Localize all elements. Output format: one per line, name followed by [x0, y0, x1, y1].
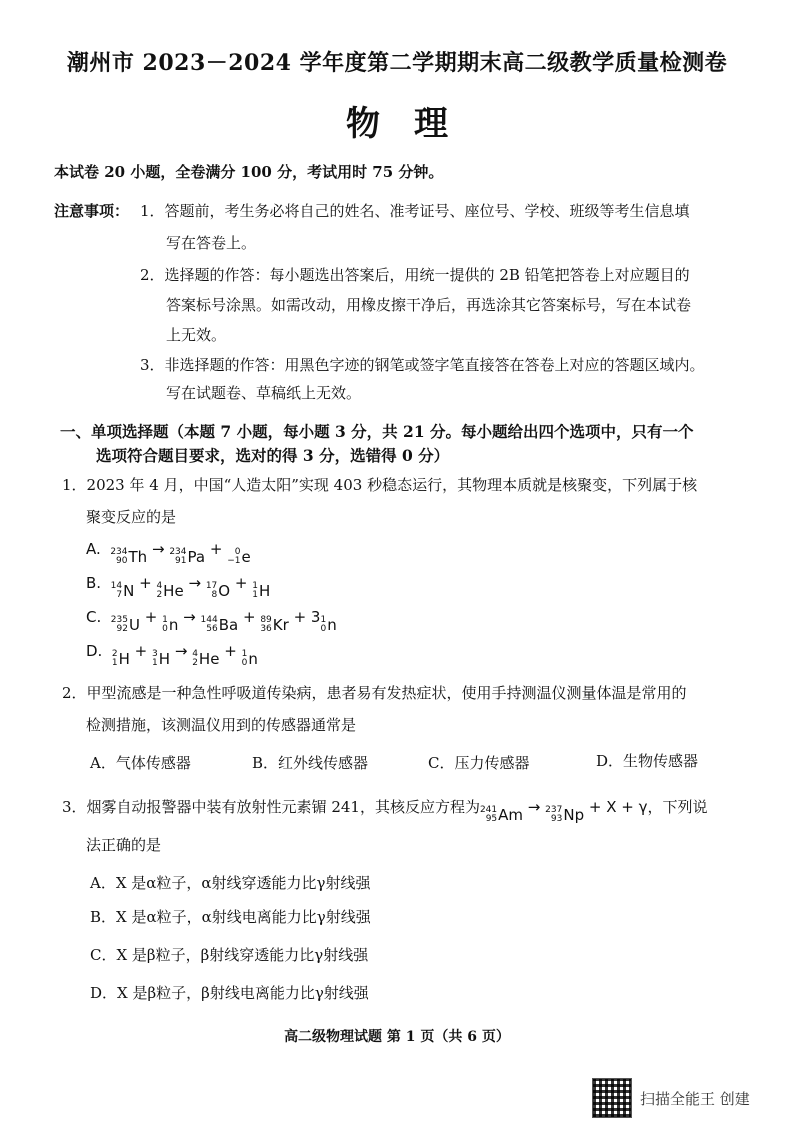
- question-2-option-c: C．压力传感器: [428, 754, 530, 772]
- nuclide: 17 8 O: [205, 581, 231, 600]
- plus: +: [144, 608, 158, 626]
- qr-code-icon: [592, 1078, 632, 1118]
- nuclide: 0 −1 e: [227, 547, 251, 566]
- question-2-option-b: B．红外线传感器: [252, 754, 369, 772]
- option-label: B.: [86, 574, 102, 592]
- scanner-watermark: [592, 1078, 750, 1118]
- arrow: →: [151, 540, 165, 558]
- notice-item-2-line-3: 上无效。: [166, 326, 227, 344]
- nuclide: 3 1 H: [152, 649, 171, 668]
- question-3-text-tail: ，下列说: [647, 798, 708, 816]
- nuclide: 234 90 Th: [110, 547, 148, 566]
- nuclide: 1 0 n: [241, 649, 258, 668]
- question-1-option-b: [86, 574, 270, 600]
- plus: +: [224, 642, 237, 660]
- nuclide: 2 1 H: [111, 649, 130, 668]
- plus: +: [134, 642, 148, 660]
- nuclide: 4 2 He: [156, 581, 184, 600]
- section-1-heading-line-1: 一、单项选择题（本题 7 小题，每小题 3 分，共 21 分。每小题给出四个选项中，只有一个: [60, 422, 694, 441]
- nuclide: 1 0 n: [162, 615, 179, 634]
- question-3-option-a: A．X 是α粒子，α射线穿透能力比γ射线强: [90, 874, 371, 892]
- question-3-line-2: 法正确的是: [86, 836, 162, 854]
- page-footer: 高二级物理试题 第 1 页（共 6 页）: [284, 1029, 510, 1045]
- watermark-text: 扫描全能王 创建: [640, 1089, 750, 1108]
- exam-title: 潮州市 2023－2024 学年度第二学期期末高二级教学质量检测卷: [66, 50, 728, 76]
- question-3-option-c: C．X 是β粒子，β射线穿透能力比γ射线强: [90, 946, 369, 964]
- notice-item-1-line-1: 1．答题前，考生务必将自己的姓名、准考证号、座位号、学校、班级等考生信息填: [140, 202, 690, 220]
- nuclide: 241 95 Am: [479, 805, 524, 824]
- notice-item-3-line-1: 3．非选择题的作答：用黑色字迹的钢笔或签字笔直接答在答卷上对应的答题区域内。: [140, 356, 705, 374]
- question-1-option-d: [86, 642, 258, 668]
- nuclide: 1 0 n: [320, 615, 337, 634]
- notice-item-3-line-2: 写在试题卷、草稿纸上无效。: [166, 384, 362, 402]
- notice-item-1-line-2: 写在答卷上。: [166, 234, 257, 252]
- question-3-line-1: [62, 796, 707, 824]
- plus: +: [139, 574, 152, 592]
- question-3-option-d: D．X 是β粒子，β射线电离能力比γ射线强: [90, 984, 369, 1002]
- question-2-option-d: D．生物传感器: [596, 752, 699, 770]
- question-1-option-c: [86, 608, 337, 634]
- nuclide: 1 1 H: [252, 581, 271, 600]
- question-1-option-a: [86, 540, 251, 566]
- nuclide: 14 7 N: [110, 581, 135, 600]
- notice-item-2-line-2: 答案标号涂黑。如需改动，用橡皮擦干净后，再选涂其它答案标号，写在本试卷: [166, 296, 692, 314]
- question-1-line-1: 1．2023 年 4 月，中国“人造太阳”实现 403 秒稳态运行，其物理本质就是核聚变，下列属于核: [62, 476, 698, 494]
- nuclide: 144 56 Ba: [200, 615, 239, 634]
- option-label: C.: [86, 608, 102, 626]
- exam-intro: 本试卷 20 小题，全卷满分 100 分，考试用时 75 分钟。: [54, 163, 444, 181]
- question-3-option-b: B．X 是α粒子，α射线电离能力比γ射线强: [90, 908, 371, 926]
- section-1-heading-line-2: 选项符合题目要求，选对的得 3 分，选错得 0 分）: [96, 446, 450, 465]
- nuclide: 89 36 Kr: [260, 615, 289, 634]
- arrow: →: [188, 574, 202, 592]
- question-3-text: 3．烟雾自动报警器中装有放射性元素镅 241，其核反应方程为: [62, 798, 480, 816]
- nuclide: 4 2 He: [192, 649, 220, 668]
- option-label: D.: [86, 642, 103, 660]
- plus: +: [234, 574, 248, 592]
- option-label: A.: [86, 540, 101, 558]
- plus: + 3: [293, 608, 321, 626]
- question-2-option-a: A．气体传感器: [90, 754, 191, 772]
- question-2-line-1: 2．甲型流感是一种急性呼吸道传染病，患者易有发热症状，使用手持测温仪测量体温是常用的: [62, 684, 687, 702]
- arrow: →: [174, 642, 188, 660]
- notice-item-2-line-1: 2．选择题的作答：每小题选出答案后，用统一提供的 2B 铅笔把答卷上对应题目的: [140, 266, 690, 284]
- plus: +: [242, 608, 256, 626]
- nuclide: 237 93 Np: [545, 805, 585, 824]
- notice-label: 注意事项：: [54, 202, 130, 220]
- nuclide: 234 91 Pa: [169, 547, 206, 566]
- plus: +: [209, 540, 223, 558]
- arrow: →: [183, 608, 196, 626]
- question-1-line-2: 聚变反应的是: [86, 508, 177, 526]
- subject-title: 物理: [346, 104, 482, 144]
- nuclide: 235 92 U: [110, 615, 140, 634]
- question-3-equation: 241 95 Am → 237 93 Np + X + γ: [479, 798, 648, 824]
- question-2-line-2: 检测措施，该测温仪用到的传感器通常是: [86, 716, 357, 734]
